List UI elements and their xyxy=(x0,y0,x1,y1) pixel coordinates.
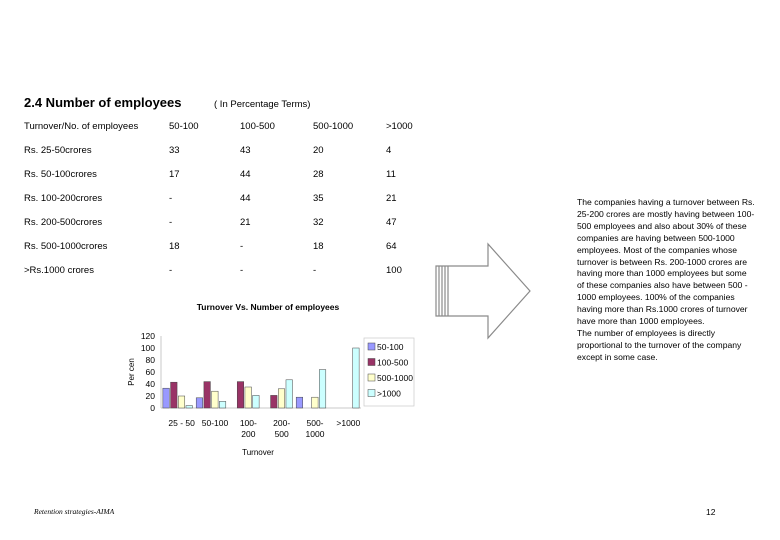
y-tick-label: 80 xyxy=(145,355,155,365)
table-cell: 64 xyxy=(386,240,397,252)
x-tick-label: 1000 xyxy=(305,429,325,439)
chart-bar xyxy=(171,382,178,408)
table-cell: 44 xyxy=(240,168,251,180)
chart-bar xyxy=(319,370,326,408)
table-cell: 28 xyxy=(313,168,324,180)
x-tick-label: 100- xyxy=(239,418,257,428)
x-tick-label: 500- xyxy=(306,418,324,428)
table-cell: - xyxy=(313,264,317,276)
chart-bar xyxy=(196,398,203,408)
table-header-cell: Turnover/No. of employees xyxy=(24,120,139,132)
footer-text: Retention strategies-AIMA xyxy=(34,507,115,516)
chart-ylabel: Per cen xyxy=(127,358,136,386)
table-cell: - xyxy=(169,264,173,276)
chart-bar xyxy=(163,388,170,408)
legend-swatch xyxy=(368,343,375,350)
table-header-cell: 50-100 xyxy=(169,120,199,132)
table-header-cell: >1000 xyxy=(386,120,413,132)
explanatory-note xyxy=(577,197,755,364)
chart-xlabel: Turnover xyxy=(242,448,274,457)
y-tick-label: 100 xyxy=(140,343,155,353)
table-cell: - xyxy=(240,240,244,252)
chart-bar xyxy=(271,395,278,408)
chart-bar xyxy=(219,401,226,408)
legend-swatch xyxy=(368,390,375,397)
x-tick-label: 25 - 50 xyxy=(168,418,195,428)
chart-bar xyxy=(237,382,244,408)
table-cell: 32 xyxy=(313,216,324,228)
chart-bar xyxy=(278,389,285,408)
legend-label: 500-1000 xyxy=(377,373,413,383)
x-tick-label: 200 xyxy=(241,429,256,439)
chart-bar xyxy=(296,397,303,408)
table-cell: 21 xyxy=(240,216,251,228)
chart-bar xyxy=(245,387,252,408)
page-number: 12 xyxy=(706,507,716,517)
chart-bar xyxy=(353,348,360,408)
chart-bar xyxy=(212,391,219,408)
table-cell: 4 xyxy=(386,144,392,156)
section-heading: 2.4 Number of employees xyxy=(24,95,182,110)
table-cell: 18 xyxy=(169,240,180,252)
chart-bar xyxy=(186,406,193,408)
table-cell: 18 xyxy=(313,240,324,252)
x-tick-label: 50-100 xyxy=(201,418,229,428)
table-cell: 11 xyxy=(386,168,396,180)
table-cell: 44 xyxy=(240,192,251,204)
section-subheading: ( In Percentage Terms) xyxy=(214,99,311,110)
table-cell: Rs. 200-500crores xyxy=(24,216,103,228)
legend-swatch xyxy=(368,359,375,366)
y-tick-label: 40 xyxy=(145,379,155,389)
legend-swatch xyxy=(368,374,375,381)
table-cell: 35 xyxy=(313,192,324,204)
table-header-cell: 100-500 xyxy=(240,120,275,132)
chart-bar xyxy=(204,382,211,408)
table-cell: 100 xyxy=(386,264,402,276)
legend-label: >1000 xyxy=(377,388,401,399)
table-cell: - xyxy=(169,216,173,228)
note-paragraph: The companies having a turnover between Rs. 25-200 crores are mostly having between 100-500 employees and also about 30% of these companies are having between 500-1000 employees. Most of the companies whose turnover is between Rs. 200-1000 crores are having more than 1000 employees but some of these companies also have between 500 - 1000 employees. 100% of the companies having more than Rs.1000 crores of turnover have more than 1000 employees. xyxy=(577,197,755,327)
table-header-cell: 500-1000 xyxy=(313,120,354,132)
legend-label: 100-500 xyxy=(377,357,409,368)
note-paragraph: The number of employees is directly proportional to the turnover of the company except in some case. xyxy=(577,327,742,362)
table-cell: Rs. 50-100crores xyxy=(24,168,97,180)
table-cell: 43 xyxy=(240,144,251,156)
table-cell: 47 xyxy=(386,216,397,228)
chart-bar xyxy=(253,395,260,408)
table-cell: - xyxy=(240,264,244,276)
y-tick-label: 0 xyxy=(150,403,155,413)
y-tick-label: 120 xyxy=(140,331,155,341)
table-cell: 21 xyxy=(386,192,397,204)
table-cell: >Rs.1000 crores xyxy=(24,264,94,276)
table-cell: 17 xyxy=(169,168,180,180)
table-cell: Rs. 100-200crores xyxy=(24,192,103,204)
chart-title: Turnover Vs. Number of employees xyxy=(196,302,340,312)
chart-bar xyxy=(178,396,185,408)
x-tick-label: 500 xyxy=(274,429,289,439)
right-arrow-icon xyxy=(434,242,534,340)
y-tick-label: 60 xyxy=(145,367,155,377)
table-cell: - xyxy=(169,192,173,204)
x-tick-label: 200- xyxy=(273,418,291,428)
chart-bar xyxy=(312,397,319,408)
table-cell: 20 xyxy=(313,144,324,156)
x-tick-label: >1000 xyxy=(336,418,361,428)
table-cell: Rs. 25-50crores xyxy=(24,144,92,156)
legend-label: 50-100 xyxy=(377,342,404,352)
table-cell: 33 xyxy=(169,144,180,156)
y-tick-label: 20 xyxy=(145,391,155,401)
table-cell: Rs. 500-1000crores xyxy=(24,240,108,252)
chart-bar xyxy=(286,380,293,408)
